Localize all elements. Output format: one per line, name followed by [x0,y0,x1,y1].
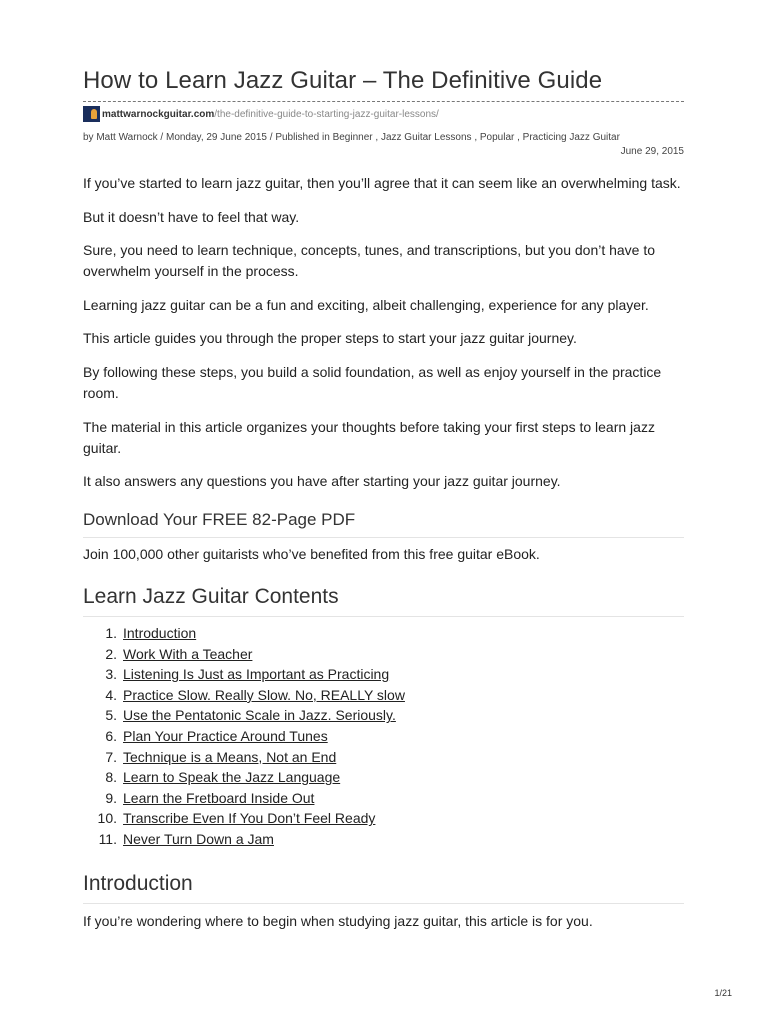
toc-item [83,788,684,809]
paragraph: Sure, you need to learn technique, concepts, tunes, and transcriptions, but you don’t have to overwhelm yourself in the process. [83,242,656,279]
paragraph: This article guides you through the proper steps to start your jazz guitar journey. [83,330,577,346]
toc-number: 3. [105,666,117,683]
toc-link-introduction[interactable]: Introduction [123,625,197,641]
paragraph: Learning jazz guitar can be a fun and exciting, albeit challenging, experience for any player. [83,297,649,313]
title-divider [83,101,684,102]
toc-link-teacher[interactable]: Work With a Teacher [123,645,253,662]
toc-item [83,705,684,726]
source-path: /the-definitive-guide-to-starting-jazz-guitar-lessons/ [214,108,439,120]
paragraph: If you’ve started to learn jazz guitar, then you’ll agree that it can seem like an overwhelming task. [83,175,681,191]
toc-item [83,808,684,829]
paragraph: The material in this article organizes your thoughts before taking your first steps to learn jazz guitar. [83,419,655,456]
page-title: How to Learn Jazz Guitar – The Definitive Guide [83,67,603,94]
toc-number: 9. [105,789,117,806]
toc-link-pentatonic[interactable]: Use the Pentatonic Scale in Jazz. Seriously. [123,707,396,724]
source-url[interactable] [83,106,684,122]
toc-link-fretboard[interactable]: Learn the Fretboard Inside Out [123,789,315,806]
paragraph: But it doesn’t have to feel that way. [83,209,300,225]
toc-item [83,685,684,706]
toc-number: 8. [105,769,117,786]
paragraph: It also answers any questions you have after starting your jazz guitar journey. [83,473,561,489]
page-number: 1/21 [714,988,732,998]
toc-link-jazz-language[interactable]: Learn to Speak the Jazz Language [123,769,341,786]
table-of-contents [83,623,684,850]
toc-item [83,829,684,850]
contents-heading: Learn Jazz Guitar Contents [83,585,339,608]
site-logo-icon [83,106,100,122]
toc-link-technique[interactable]: Technique is a Means, Not an End [123,748,337,765]
toc-item [83,726,684,747]
toc-link-transcribe[interactable]: Transcribe Even If You Don’t Feel Ready [123,810,376,827]
toc-item [83,623,684,644]
toc-link-tunes[interactable]: Plan Your Practice Around Tunes [123,727,328,744]
toc-number: 2. [105,645,117,662]
download-heading: Download Your FREE 82-Page PDF [83,510,356,529]
toc-number: 4. [105,686,117,703]
toc-number: 11. [98,830,117,847]
toc-number: 7. [105,748,117,765]
introduction-heading: Introduction [83,871,193,895]
toc-item [83,747,684,768]
toc-number: 1. [105,625,117,641]
toc-link-listening[interactable]: Listening Is Just as Important as Practicing [123,666,390,683]
toc-number: 10. [97,810,117,827]
paragraph: By following these steps, you build a solid foundation, as well as enjoy yourself in the practice room. [83,364,662,401]
byline: by Matt Warnock / Monday, 29 June 2015 / Published in Beginner , Jazz Guitar Lessons , Popular , Practicing Jazz Guitar [83,132,620,143]
download-text: Join 100,000 other guitarists who’ve benefited from this free guitar eBook. [83,546,540,562]
toc-item [83,664,684,685]
publish-date: June 29, 2015 [620,146,684,157]
toc-number: 5. [105,707,117,724]
toc-number: 6. [105,727,117,744]
toc-link-practice-slow[interactable]: Practice Slow. Really Slow. No, REALLY slow [123,686,405,703]
article [83,0,684,932]
toc-item [83,644,684,665]
source-domain: mattwarnockguitar.com [102,108,215,120]
toc-link-jam[interactable]: Never Turn Down a Jam [123,830,274,847]
toc-item [83,767,684,788]
introduction-text: If you’re wondering where to begin when studying jazz guitar, this article is for you. [83,912,593,929]
